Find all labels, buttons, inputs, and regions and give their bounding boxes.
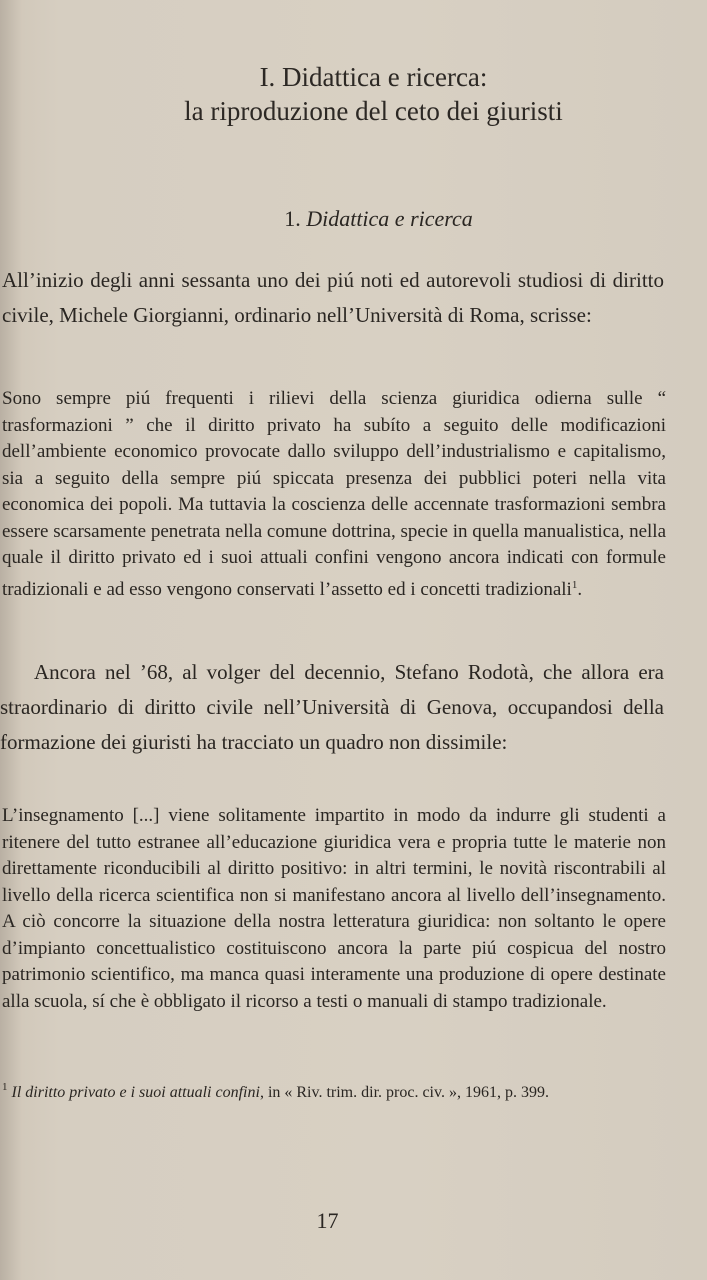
paragraph-2: Ancora nel ’68, al volger del decennio, Stefano Rodotà, che allora era straordinario di diritto civile nell’Università di Genova, occupandosi della formazione dei giuristi ha tracciato un quadro non dissimile: (0, 660, 664, 754)
section-number: 1. (284, 206, 301, 231)
paragraph-1: All’inizio degli anni sessanta uno dei piú noti ed autorevoli studiosi di diritto civile, Michele Giorgianni, ordinario nell’Università di Roma, scrisse: (2, 268, 664, 327)
chapter-title (0, 60, 707, 128)
block-quote-2: L’insegnamento [...] viene solitamente impartito in modo da indurre gli studenti a ritenere del tutto estranee all’educazione giuridica vera e propria tutte le materie non direttamente riconducibili al diritto positivo: in altri termini, le novità riscontrabili al livello della ricerca scientifica non si manifestano ancora al livello dell’insegnamento. A ciò concorre la situazione della nostra letteratura giuridica: non soltanto le opere d’impianto concettualistico costituiscono ancora la parte piú cospicua del nostro patrimonio scientifico, ma manca quasi interamente una produzione di opere destinate alla scuola, sí che è obbligato il ricorso a testi o manuali di stampo tradizionale. (2, 805, 666, 1012)
block-quote-1 (2, 386, 666, 603)
footnote-number: 1 (2, 1081, 8, 1093)
section-title: Didattica e ricerca (306, 206, 473, 231)
section-heading (25, 206, 707, 232)
footnote-reference: 1 (571, 578, 578, 591)
page-number: 17 (316, 1208, 339, 1233)
footnote-citation: , in « Riv. trim. dir. proc. civ. », 1961, p. 399. (259, 1084, 549, 1101)
chapter-title-line-2: la riproduzione del ceto dei giuristi (184, 96, 563, 126)
footnote-work-title: Il diritto privato e i suoi attuali confini (11, 1084, 260, 1101)
footnote (2, 1075, 666, 1105)
block-quote-1-text: Sono sempre piú frequenti i rilievi della scienza giuridica odierna sulle “ trasformazioni ” che il diritto privato ha subíto a seguito delle modificazioni dell’ambiente economico provocate dallo sviluppo dell’industrialismo e capitalismo, sia a seguito della sempre piú spiccata presenza dei pubblici poteri nella vita economica dei popoli. Ma tuttavia la coscienza delle accennate trasformazioni sembra essere scarsamente penetrata nella comune dottrina, specie in quella manualistica, nella quale il diritto privato ed i suoi attuali confini vengono ancora indicati con formule tradizionali e ad esso vengono conservati l’assetto ed i concetti tradizionali (2, 388, 666, 600)
block-quote-1-end: . (577, 578, 583, 600)
chapter-title-line-1: I. Didattica e ricerca: (259, 62, 488, 92)
